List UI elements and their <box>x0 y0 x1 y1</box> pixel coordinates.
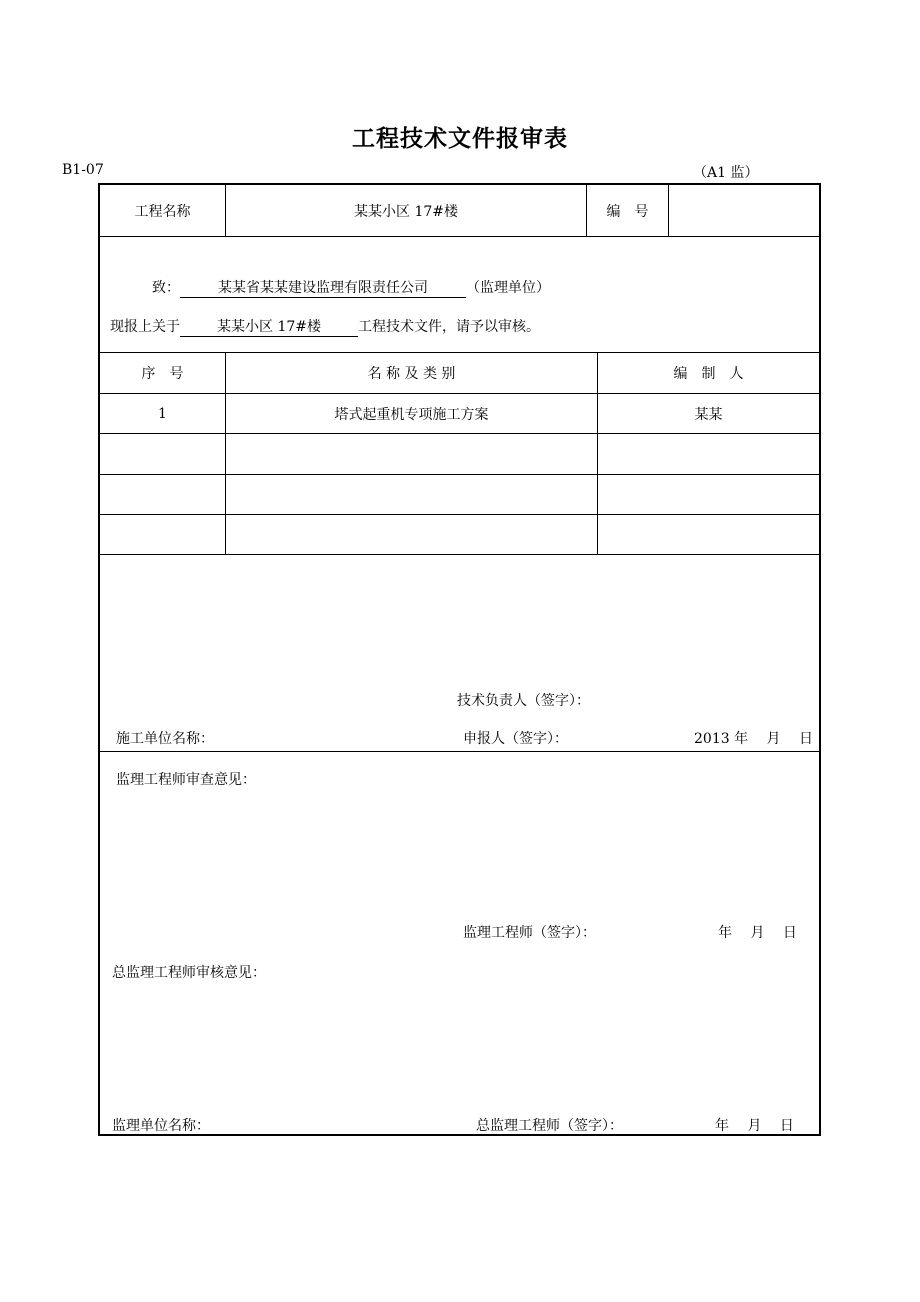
table-cell-seq <box>100 515 225 554</box>
report-prefix: 现报上关于 <box>110 319 180 335</box>
table-cell-author <box>598 475 819 514</box>
tech-lead-signature-label: 技术负责人（签字）： <box>457 693 590 709</box>
row-line <box>100 554 819 555</box>
col-header-name: 名 称 及 类 别 <box>367 366 456 382</box>
project-field: 某某小区 17#楼 <box>180 316 358 337</box>
table-cell-author: 某某 <box>694 406 723 423</box>
table-cell-name <box>226 475 597 514</box>
intro-line-1 <box>152 277 550 298</box>
contractor-unit-label: 施工单位名称： <box>116 731 214 747</box>
document-title: 工程技术文件报审表 <box>352 125 568 152</box>
chief-signature-label: 总监理工程师（签字）： <box>476 1118 623 1134</box>
project-name-value: 某某小区 17#楼 <box>354 203 458 220</box>
row-line <box>100 236 819 237</box>
table-cell-name <box>226 434 597 474</box>
col-header-author: 编 制 人 <box>673 366 744 382</box>
number-value <box>669 185 819 236</box>
form-table <box>98 183 821 1136</box>
table-cell-seq: 1 <box>158 405 167 422</box>
to-suffix: （监理单位） <box>466 280 550 296</box>
form-type: （A1 监） <box>693 165 759 181</box>
table-cell-name: 塔式起重机专项施工方案 <box>334 406 489 423</box>
to-label: 致： <box>152 280 180 296</box>
contractor-date: 2013 年 月 日 <box>694 731 813 747</box>
form-code: B1-07 <box>62 162 104 178</box>
row-line <box>100 751 819 752</box>
number-label: 编 号 <box>606 203 649 220</box>
report-suffix: 工程技术文件，请予以审核。 <box>358 319 540 335</box>
supervision-unit-field: 某某省某某建设监理有限责任公司 <box>180 277 466 298</box>
table-cell-name <box>226 515 597 554</box>
table-cell-seq <box>100 475 225 514</box>
intro-line-2 <box>110 316 540 337</box>
engineer-signature-label: 监理工程师（签字）： <box>463 925 596 941</box>
engineer-review-date: 年 月 日 <box>718 925 797 941</box>
applicant-signature-label: 申报人（签字）： <box>463 731 568 747</box>
chief-review-date: 年 月 日 <box>715 1118 794 1134</box>
table-cell-seq <box>100 434 225 474</box>
engineer-review-label: 监理工程师审查意见： <box>116 772 256 788</box>
project-name-label: 工程名称 <box>134 203 191 220</box>
table-cell-author <box>598 515 819 554</box>
chief-review-label: 总监理工程师审核意见： <box>112 965 266 981</box>
table-cell-author <box>598 434 819 474</box>
col-header-seq: 序 号 <box>141 366 184 382</box>
supervision-unit-name-label: 监理单位名称： <box>112 1118 210 1134</box>
